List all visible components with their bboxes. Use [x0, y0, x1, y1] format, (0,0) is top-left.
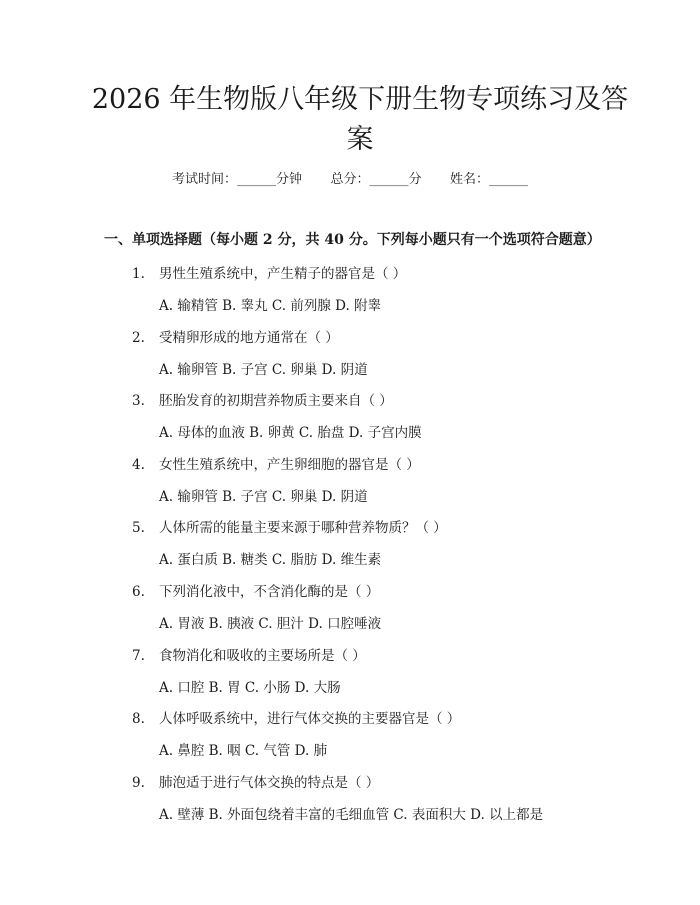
question-number: 6. — [132, 584, 145, 600]
total-score-field: 总分：______分 — [330, 172, 422, 187]
question-text: 人体呼吸系统中，进行气体交换的主要器官是（ ） — [159, 711, 461, 727]
question-stem — [132, 326, 339, 346]
question-text: 食物消化和吸收的主要场所是（ ） — [159, 648, 366, 664]
question-options: A. 输卵管 B. 子宫 C. 卵巢 D. 阴道 — [159, 362, 368, 378]
question-text: 下列消化液中，不含消化酶的是（ ） — [159, 584, 380, 600]
question-options: A. 壁薄 B. 外面包绕着丰富的毛细血管 C. 表面积大 D. 以上都是 — [159, 807, 544, 823]
question-stem — [132, 389, 393, 409]
question-options: A. 口腔 B. 胃 C. 小肠 D. 大肠 — [159, 680, 341, 696]
exam-meta — [0, 168, 700, 187]
page-title — [60, 80, 660, 160]
exam-time-field: 考试时间：______分钟 — [171, 172, 302, 187]
question-number: 3. — [132, 393, 145, 409]
question-stem — [132, 580, 379, 600]
question-stem — [132, 644, 366, 664]
question-options: A. 母体的血液 B. 卵黄 C. 胎盘 D. 子宫内膜 — [159, 425, 422, 441]
title-line-2: 案 — [346, 124, 374, 155]
question-number: 4. — [132, 457, 145, 473]
question-options: A. 鼻腔 B. 咽 C. 气管 D. 肺 — [159, 743, 328, 759]
question-text: 男性生殖系统中，产生精子的器官是（ ） — [159, 266, 407, 282]
question-number: 2. — [132, 330, 145, 346]
question-text: 肺泡适于进行气体交换的特点是（ ） — [159, 775, 380, 791]
question-number: 7. — [132, 648, 145, 664]
question-text: 女性生殖系统中，产生卵细胞的器官是（ ） — [159, 457, 420, 473]
question-text: 人体所需的能量主要来源于哪种营养物质？（ ） — [159, 520, 447, 536]
question-stem — [132, 707, 460, 727]
question-options: A. 输精管 B. 睾丸 C. 前列腺 D. 附睾 — [159, 298, 382, 314]
question-options: A. 胃液 B. 胰液 C. 胆汁 D. 口腔唾液 — [159, 616, 382, 632]
question-options: A. 输卵管 B. 子宫 C. 卵巢 D. 阴道 — [159, 489, 368, 505]
question-number: 9. — [132, 775, 145, 791]
question-text: 胚胎发育的初期营养物质主要来自（ ） — [159, 393, 393, 409]
student-name-field: 姓名：______ — [450, 172, 529, 187]
question-stem — [132, 771, 379, 791]
question-number: 1. — [132, 266, 145, 282]
question-stem — [132, 516, 447, 536]
question-number: 5. — [132, 520, 145, 536]
question-stem — [132, 262, 406, 282]
question-options: A. 蛋白质 B. 糖类 C. 脂肪 D. 维生素 — [159, 552, 382, 568]
section-heading: 一、单项选择题（每小题 2 分，共 40 分。下列每小题只有一个选项符合题意） — [104, 232, 601, 248]
title-line-1: 2026 年生物版八年级下册生物专项练习及答 — [91, 84, 629, 115]
question-stem — [132, 453, 420, 473]
question-text: 受精卵形成的地方通常在（ ） — [159, 330, 339, 346]
question-number: 8. — [132, 711, 145, 727]
